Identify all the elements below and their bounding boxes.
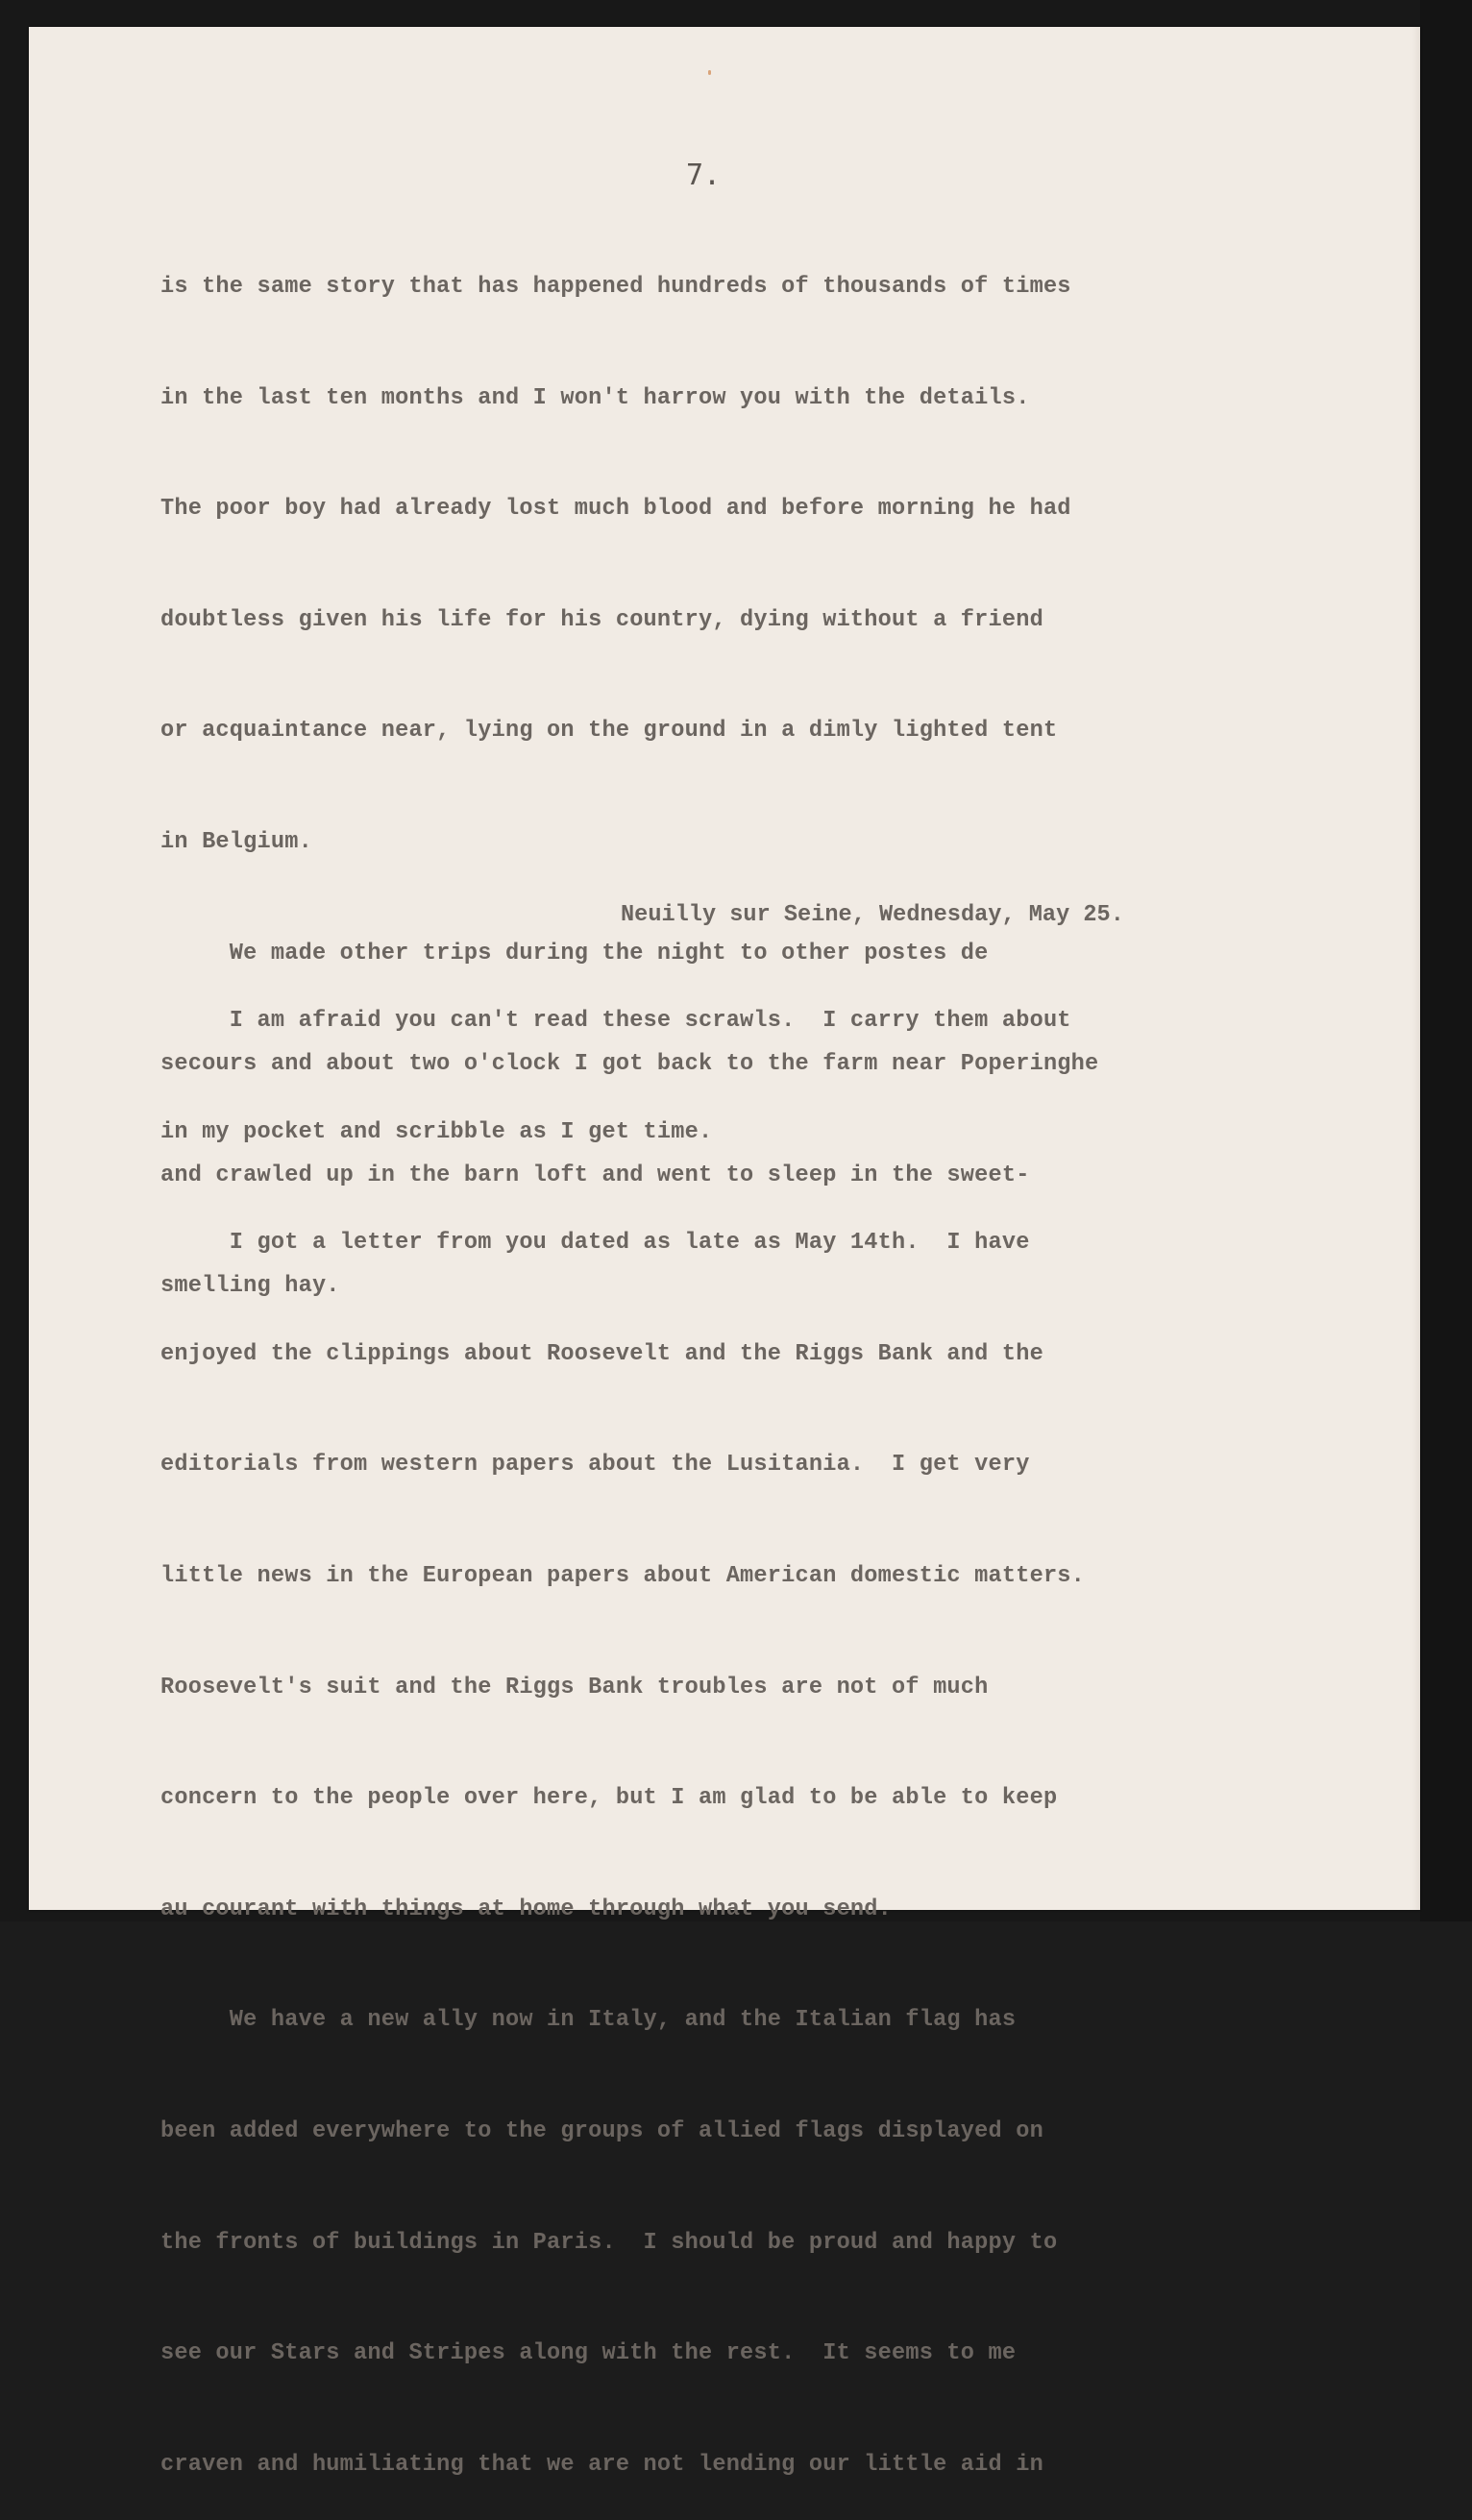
text-line: secours and about two o'clock I got back to the farm near Poperinghe [160,1051,1099,1078]
text-line: craven and humiliating that we are not lending our little aid in [160,2451,1043,2478]
scan-border [1420,0,1472,1921]
text-line: concern to the people over here, but I am glad to be able to keep [160,1785,1058,1812]
text-line: I am afraid you can't read these scrawls. I carry them about [160,1008,1071,1034]
text-line: in the last ten months and I won't harrow you with the details. [160,384,1030,411]
text-line: see our Stars and Stripes along with the rest. It seems to me [160,2340,1017,2367]
text-line: in my pocket and scribble as I get time. [160,1118,713,1145]
paper-speck [708,70,711,75]
text-line: in Belgium. [160,828,312,855]
text-line: is the same story that has happened hundreds of thousands of times [160,274,1071,300]
text-line: or acquaintance near, lying on the ground in a dimly lighted tent [160,718,1058,745]
text-line: I got a letter from you dated as late as May 14th. I have [160,1230,1030,1257]
text-line: and crawled up in the barn loft and went to sleep in the sweet- [160,1162,1030,1188]
dateline: Neuilly sur Seine, Wednesday, May 25. [621,902,1124,928]
text-line: We have a new ally now in Italy, and the Italian flag has [160,2007,1017,2034]
paper-edge [1412,27,1420,1910]
text-line: been added everywhere to the groups of allied flags displayed on [160,2117,1043,2144]
text-line: We made other trips during the night to other postes de [160,940,989,966]
text-line: editorials from western papers about the Lusitania. I get very [160,1452,1030,1479]
text-line: the fronts of buildings in Paris. I should be proud and happy to [160,2229,1058,2256]
page-number: 7. [686,159,722,192]
text-line: Roosevelt's suit and the Riggs Bank troubles are not of much [160,1674,989,1700]
text-line: doubtless given his life for his country, dying without a friend [160,606,1043,633]
text-line: The poor boy had already lost much blood and before morning he had [160,496,1071,523]
text-line: little news in the European papers about American domestic matters. [160,1562,1086,1589]
letter-body-section-2 [160,940,1085,2520]
text-line: smelling hay. [160,1273,340,1300]
text-line: au courant with things at home through what you send. [160,1896,893,1922]
text-line: enjoyed the clippings about Roosevelt and the Riggs Bank and the [160,1340,1043,1367]
